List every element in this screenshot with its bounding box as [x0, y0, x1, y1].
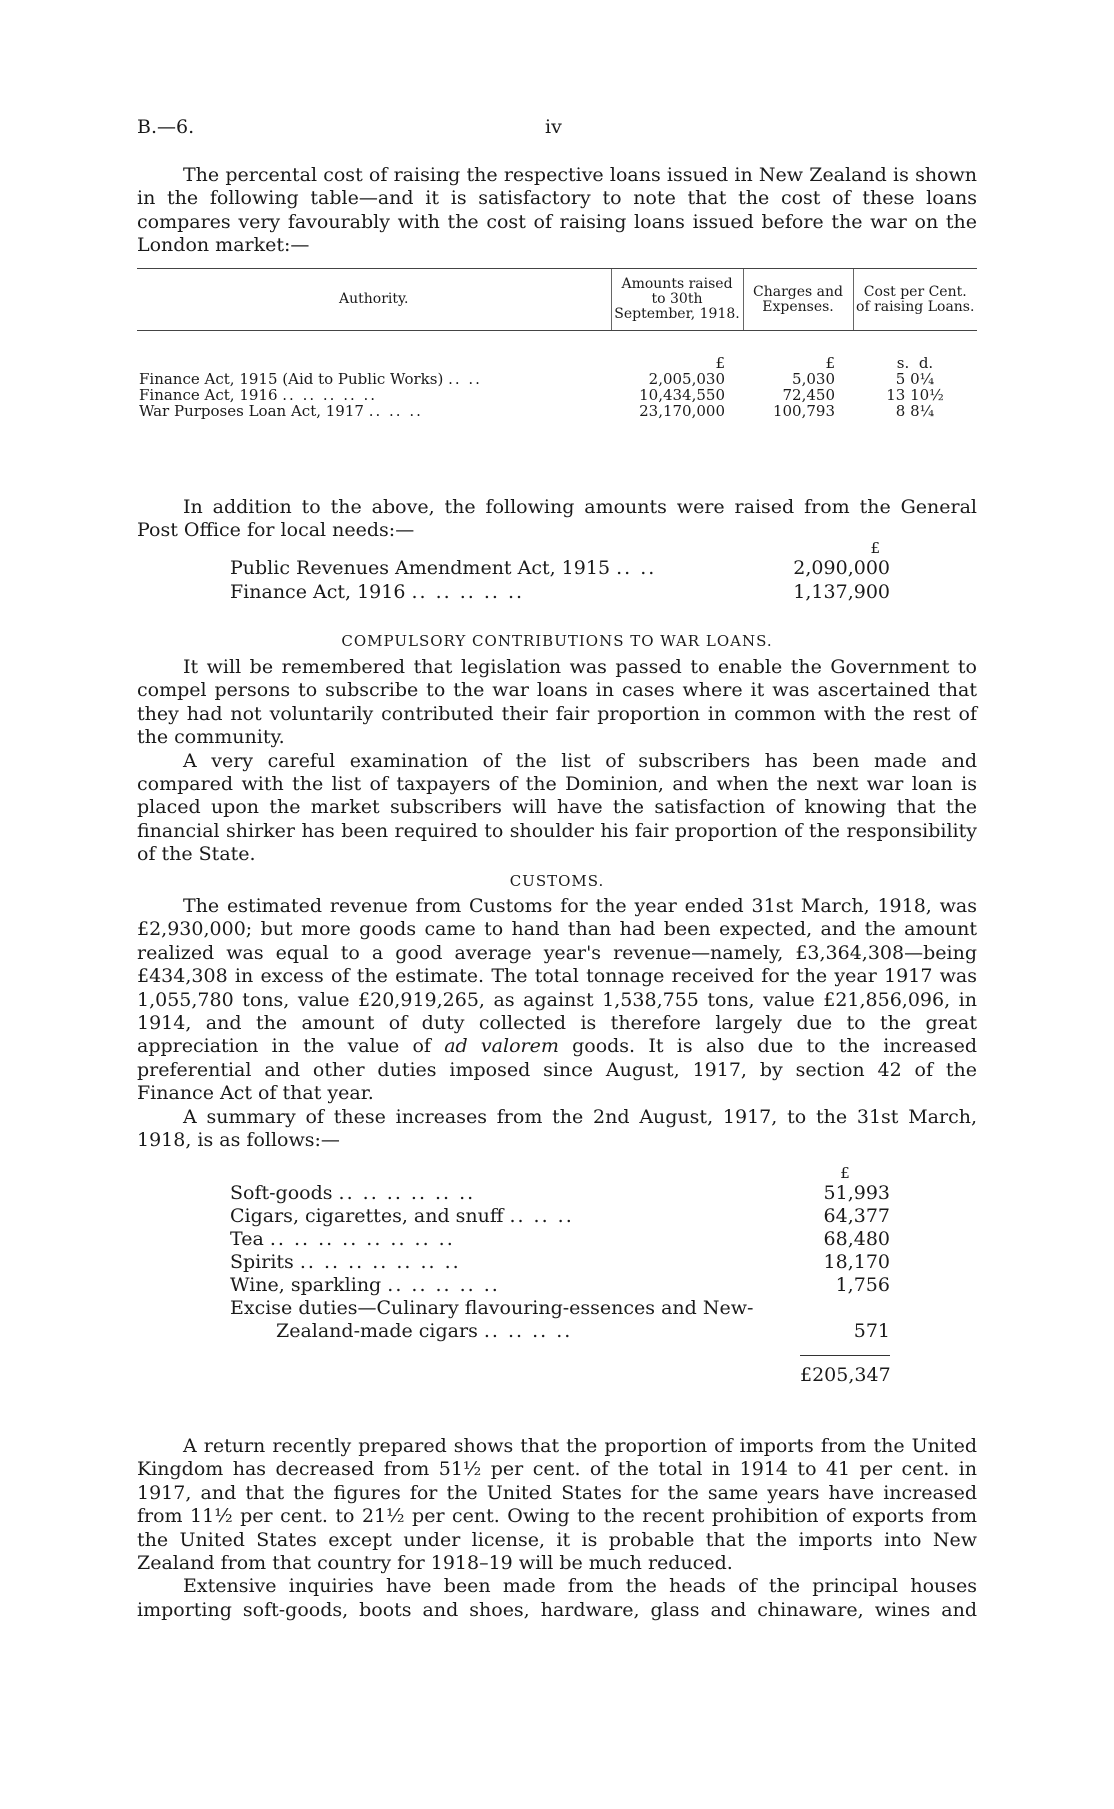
compulsory-paragraph-2: A very careful examination of the list of subscribers has been made and compared with the list of taxpayers of the Dominion, and when the next war loan is placed upon the market subscribers will have the satisfaction of knowing that the financial shirker has been required to shoulder his fair proportion of the responsibility of the State.: [137, 749, 977, 866]
unit-amounts: £: [715, 354, 725, 372]
loan-cost-table: [137, 268, 977, 419]
row-charges: 100,793: [772, 402, 835, 420]
summary-amount: 571: [853, 1320, 890, 1342]
row-amount: 10,434,550: [639, 386, 725, 404]
header-charges: Charges and Expenses.: [743, 269, 853, 331]
row-charges: 5,030: [792, 370, 835, 388]
summary-total-row: [230, 1364, 890, 1387]
table-row: Tea .. .. .. .. .. .. .. .. 68,480: [230, 1228, 890, 1250]
customs-paragraph-2: A summary of these increases from the 2nd August, 1917, to the 31st March, 1918, is as follows:—: [137, 1105, 977, 1152]
table-row: [137, 371, 977, 387]
table-units-row: [137, 331, 977, 372]
unit-cost: s. d.: [896, 354, 934, 372]
row-authority: Finance Act, 1916 .. .. .. .. ..: [139, 387, 378, 403]
row-amount: 2,005,030: [648, 370, 725, 388]
addition-paragraph-block: [137, 496, 977, 543]
row-charges: 72,450: [782, 386, 835, 404]
row-amount: 23,170,000: [639, 402, 725, 420]
summary-amount: 68,480: [823, 1228, 890, 1250]
intro-paragraph-block: [137, 164, 977, 258]
heading-compulsory: COMPULSORY CONTRIBUTIONS TO WAR LOANS.: [341, 632, 773, 650]
intro-paragraph: The percental cost of raising the respective loans issued in New Zealand is shown in the following table—and it is satisfactory to note that the cost of these loans compares very favourably with the cost of raising loans issued before the war on the London market:—: [137, 164, 977, 257]
page-number: iv: [545, 116, 562, 138]
heading-customs: CUSTOMS.: [509, 872, 605, 890]
table-row: [137, 403, 977, 419]
table-row: Excise duties—Culinary flavouring-essences and New-: [230, 1297, 754, 1319]
table-row: Cigars, cigarettes, and snuff .. .. .. 64,377: [230, 1205, 890, 1227]
customs-section: [137, 895, 977, 1152]
compulsory-section: [137, 656, 977, 867]
summary-total: £205,347: [800, 1364, 891, 1386]
customs-summary-table: [230, 1164, 890, 1387]
inquiries-paragraph: Extensive inquiries have been made from the heads of the principal houses importing soft-goods, boots and shoes, hardware, glass and chinaware, wines and: [137, 1575, 977, 1621]
row-authority: War Purposes Loan Act, 1917 .. .. ..: [139, 403, 423, 419]
table-row: [137, 387, 977, 403]
header-amounts: Amounts raised to 30th September, 1918.: [611, 269, 743, 331]
row-authority: Finance Act, 1915 (Aid to Public Works) .. ..: [139, 371, 482, 387]
table-row: Spirits .. .. .. .. .. .. .. 18,170: [230, 1251, 890, 1273]
list-item-amount: 2,090,000: [793, 557, 890, 579]
list-item: Public Revenues Amendment Act, 1915 .. .. 2,090,000: [230, 557, 890, 579]
row-cost: 13 10½: [886, 386, 944, 404]
header-cost: Cost per Cent. of raising Loans.: [853, 269, 977, 331]
summary-amount: 18,170: [823, 1251, 890, 1273]
summary-amount: 64,377: [823, 1205, 890, 1227]
total-rule: [800, 1355, 890, 1356]
table-row: Wine, sparkling .. .. .. .. .. 1,756: [230, 1274, 890, 1296]
page-reference: B.—6.: [137, 116, 195, 138]
row-cost: 8 8¼: [895, 402, 935, 420]
list-item: Finance Act, 1916 .. .. .. .. .. 1,137,900: [230, 581, 890, 603]
post-office-list: [230, 540, 890, 604]
table-row: Zealand-made cigars .. .. .. .. 571: [276, 1320, 890, 1342]
customs-paragraph-1: The estimated revenue from Customs for the year ended 31st March, 1918, was £2,930,000; but more goods came to hand than had been expected, and the amount realized was equal to a good average year's revenue—namely, £3,364,308—being £434,308 in excess of the estimate. The total tonnage received for the year 1917 was 1,055,780 tons, value £20,919,265, as against 1,538,755 tons, value £21,856,096, in 1914, and the amount of duty collected is therefore largely due to the great appreciation in the value of ad valorem goods. It is also due to the increased preferential and other duties imposed since August, 1917, by section 42 of the Finance Act of that year.: [137, 895, 978, 1105]
row-cost: 5 0¼: [895, 370, 935, 388]
post-office-unit: £: [870, 539, 880, 557]
summary-amount: 51,993: [823, 1182, 890, 1204]
list-item-amount: 1,137,900: [793, 581, 890, 603]
unit-charges: £: [825, 354, 835, 372]
imports-section: [137, 1435, 977, 1622]
summary-unit: £: [840, 1164, 850, 1182]
table-header-row: [137, 269, 977, 331]
table-row: Soft-goods .. .. .. .. .. .. 51,993: [230, 1182, 890, 1204]
addition-paragraph: In addition to the above, the following amounts were raised from the General Post Office for local needs:—: [137, 496, 977, 542]
summary-amount: 1,756: [835, 1274, 890, 1296]
header-authority: Authority.: [137, 269, 611, 331]
imports-paragraph: A return recently prepared shows that the proportion of imports from the United Kingdom has decreased from 51½ per cent. of the total in 1914 to 41 per cent. in 1917, and that the figures for the United States for the same years have increased from 11½ per cent. to 21½ per cent. Owing to the recent prohibition of exports from the United States except under license, it is probable that the imports into New Zealand from that country for 1918–19 will be much reduced.: [137, 1435, 977, 1575]
compulsory-paragraph-1: It will be remembered that legislation was passed to enable the Government to compel persons to subscribe to the war loans in cases where it was ascertained that they had not voluntarily contributed their fair proportion in common with the rest of the community.: [137, 656, 977, 749]
